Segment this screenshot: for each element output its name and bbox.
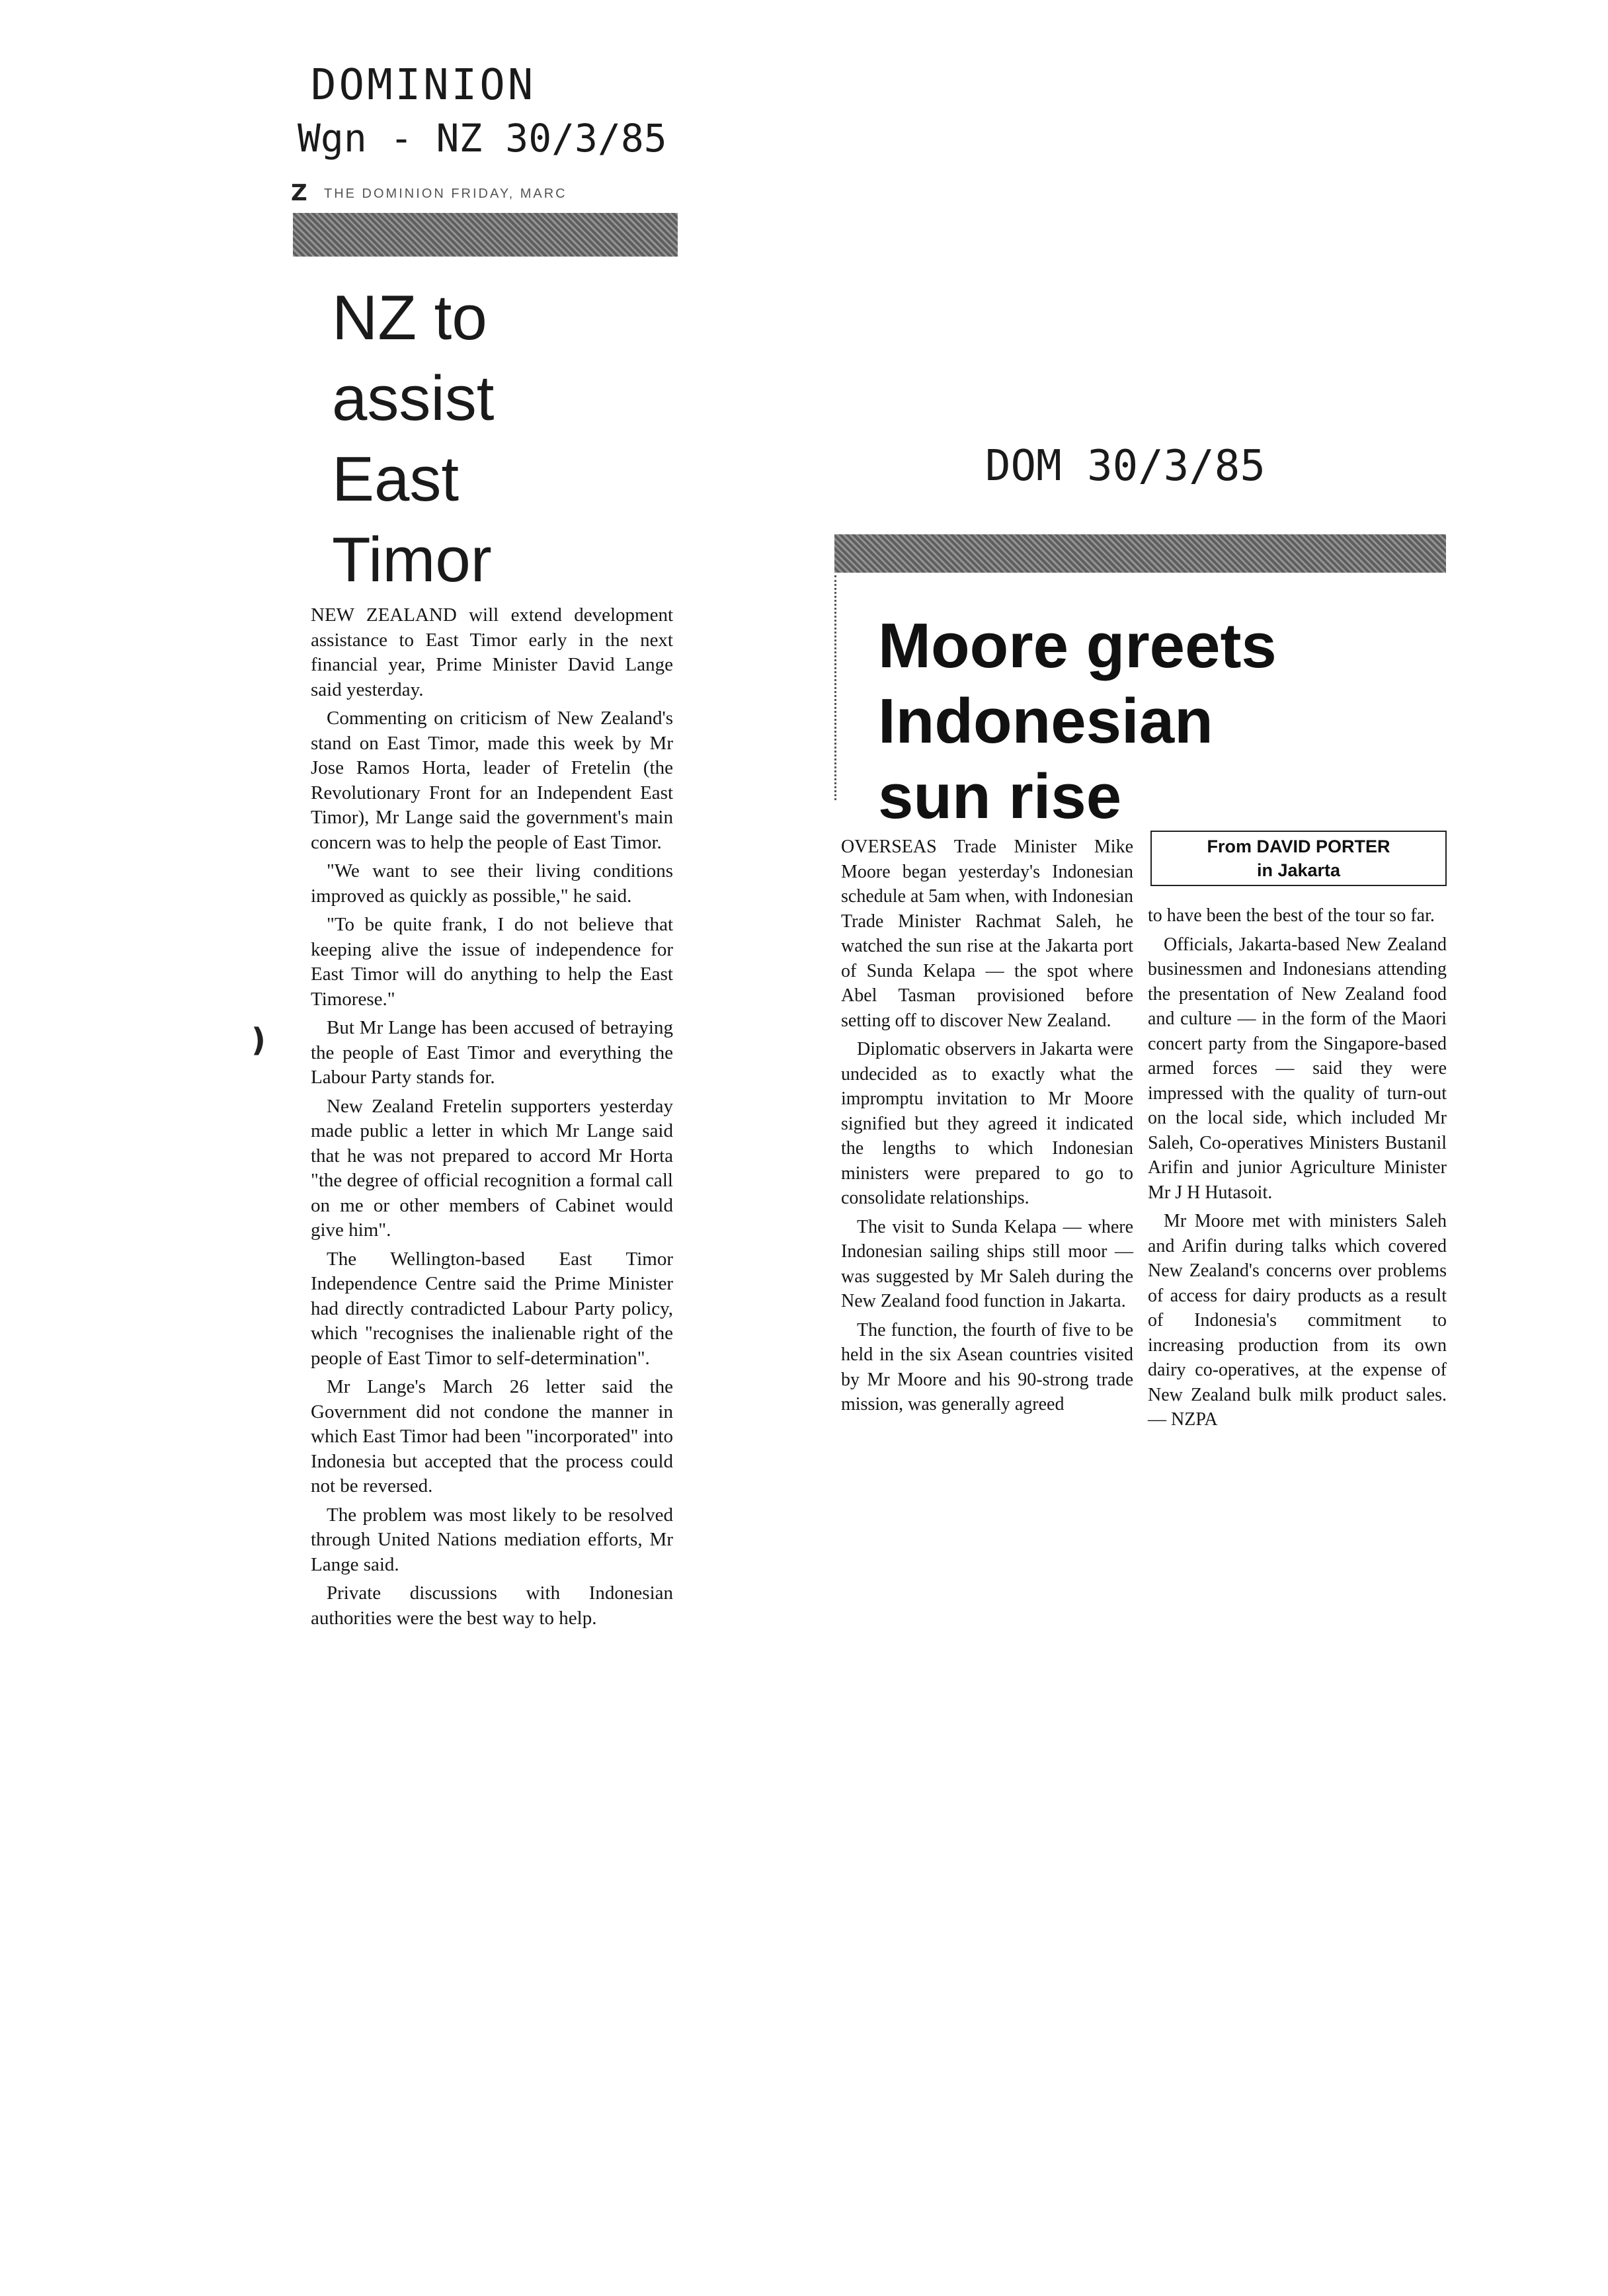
right-col2-paragraph: Officials, Jakarta-based New Zealand businessmen and Indonesians attending the presentation of New Zealand food and culture — in the form of the Maori concert party from the Singapore-based armed forces — said they were impressed with the quality of turn-out on the local side, which included Mr Saleh, Co-operatives Ministers Bustanil Arifin and junior Agriculture Minister Mr J H Hutasoit. [1148,934,1447,1203]
margin-pen-mark: ) [251,1022,266,1059]
left-paragraph: NEW ZEALAND will extend development assistance to East Timor early in the next financial year, Prime Minister David Lange said yesterday. [311,604,673,700]
byline-box [1150,831,1447,886]
left-article-body [311,603,673,1635]
right-col2-paragraph: to have been the best of the tour so far. [1148,905,1435,926]
left-paragraph: The Wellington-based East Timor Independence Centre said the Prime Minister had directly contradicted Labour Party policy, which "recognises the inalienable right of the people of East Timor to self-determination". [311,1248,673,1369]
left-paragraph: But Mr Lange has been accused of betraying the people of East Timor and everything the Labour Party stands for. [311,1017,673,1088]
halftone-rule-right [834,534,1446,573]
right-headline-line-3: sun rise [878,761,1122,832]
left-paragraph: New Zealand Fretelin supporters yesterday made public a letter in which Mr Lange said that he was not prepared to accord Mr Horta "the degree of official recognition a formal call on me or other members of Cabinet would give him". [311,1095,673,1241]
right-col1-paragraph: Diplomatic observers in Jakarta were undecided as to exactly what the impromptu invitation to Mr Moore signified but they agreed it indicated the lengths to which Indonesian ministers were prepared to go to consolidate relationships. [841,1039,1133,1208]
right-article-headline [878,608,1277,835]
left-article-headline [332,278,494,600]
right-col1-paragraph: The function, the fourth of five to be held in the six Asean countries visited by Mr Moore and his 90-strong trade mission, was generally agreed [841,1319,1133,1414]
left-headline-line-3: East [332,444,460,514]
left-paragraph: "We want to see their living conditions improved as quickly as possible," he said. [311,860,673,907]
handwritten-source-date: Wgn - NZ 30/3/85 [298,116,667,161]
left-headline-line-4: Timor [332,524,492,595]
right-headline-line-1: Moore greets [878,610,1277,681]
halftone-rule-left [293,213,678,257]
handwritten-right-note: DOM 30/3/85 [985,442,1266,491]
right-article-column-2 [1148,903,1447,1436]
right-article-column-1 [841,835,1133,1421]
left-paragraph: "To be quite frank, I do not believe that keeping alive the issue of independence for East Timor will do anything to help the East Timorese." [311,914,673,1010]
right-col1-paragraph: OVERSEAS Trade Minister Mike Moore began yesterday's Indonesian schedule at 5am when, with Indonesian Trade Minister Rachmat Saleh, he watched the sun rise at the Jakarta port of Sunda Kelapa — the spot where Abel Tasman provisioned before setting off to discover New Zealand. [841,837,1133,1031]
byline-author: From DAVID PORTER [1207,837,1390,856]
left-headline-line-1: NZ to [332,282,487,353]
right-clipping-edge [834,575,836,800]
byline-location: in Jakarta [1256,860,1341,880]
right-col2-paragraph: Mr Moore met with ministers Saleh and Arifin during talks which covered New Zealand's concerns over problems of access for dairy products as a result of Indonesia's commitment to increasing production from its own dairy co-operatives, at the expense of New Zealand bulk milk product sales. — NZPA [1148,1211,1447,1430]
masthead-strip: THE DOMINION FRIDAY, MARC [324,186,567,201]
left-paragraph: Private discussions with Indonesian authorities were the best way to help. [311,1582,673,1629]
left-paragraph: Mr Lange's March 26 letter said the Government did not condone the manner in which East Timor had been "incorporated" into Indonesia but accepted that the process could not be reversed. [311,1376,673,1496]
left-paragraph: The problem was most likely to be resolved through United Nations mediation efforts, Mr Lange said. [311,1504,673,1575]
left-paragraph: Commenting on criticism of New Zealand's stand on East Timor, made this week by Mr Jose Ramos Horta, leader of Fretelin (the Revolutionary Front for an Independent East Timor), Mr Lange said the government's main concern was to help the people of East Timor. [311,708,673,853]
left-headline-line-2: assist [332,363,495,434]
right-headline-line-2: Indonesian [878,686,1213,757]
right-col1-paragraph: The visit to Sunda Kelapa — where Indonesian sailing ships still moor — was suggested by Mr Saleh during the New Zealand food function in Jakarta. [841,1216,1133,1311]
margin-z-mark: Z [291,180,307,206]
handwritten-source-label: DOMINION [311,61,536,110]
